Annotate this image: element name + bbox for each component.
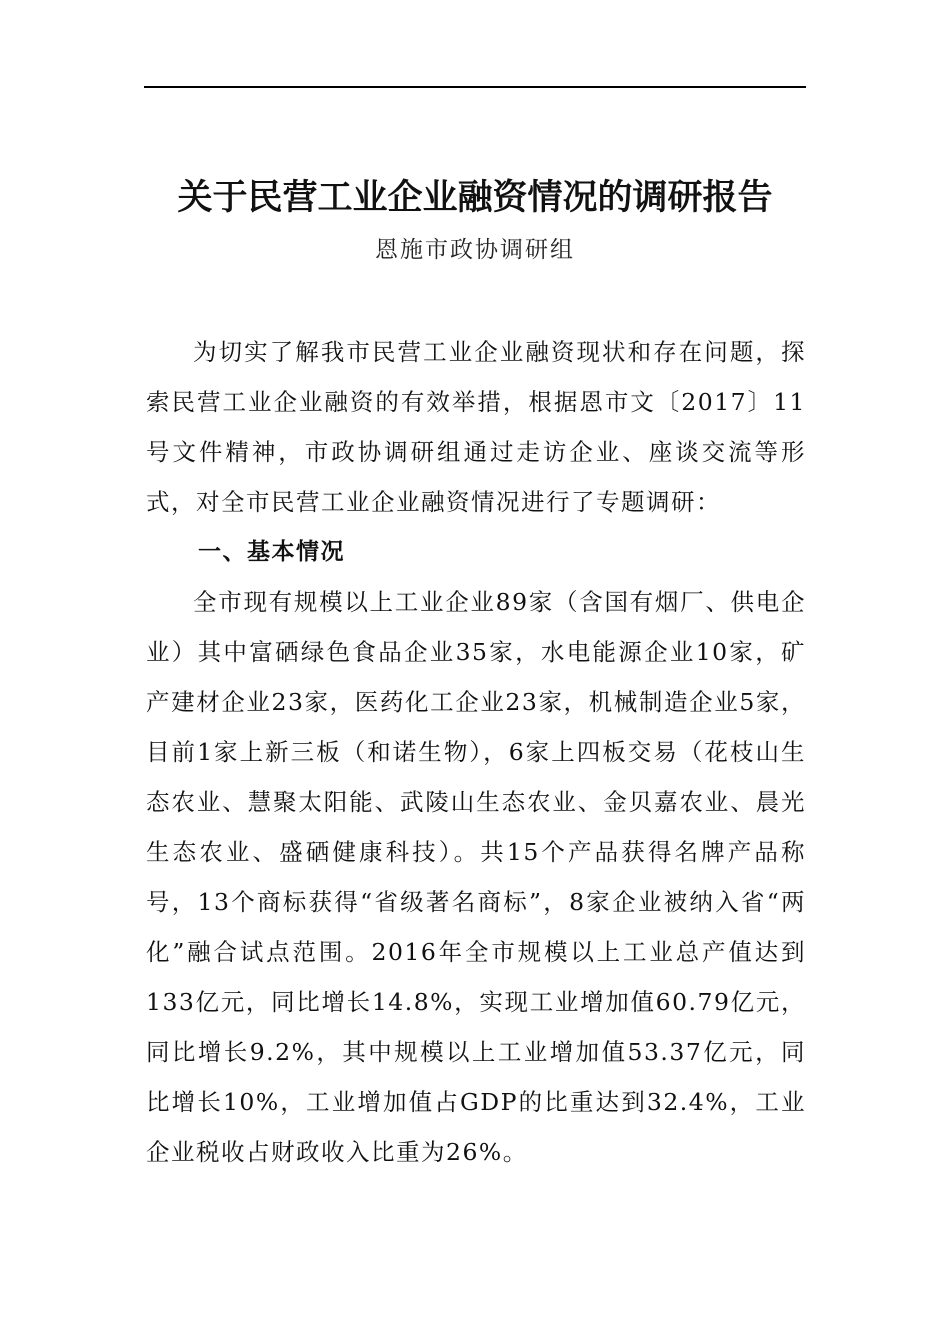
document-title: 关于民营工业企业融资情况的调研报告 [177,177,773,218]
intro-paragraph: 为切实了解我市民营工业企业融资现状和存在问题，探索民营工业企业融资的有效举措，根据恩市文〔2017〕11号文件精神，市政协调研组通过走访企业、座谈交流等形式，对全市民营工业企业融资情况进行了专题调研： [146,338,806,516]
document-author: 恩施市政协调研组 [375,237,575,263]
document-body [146,327,806,1177]
header-rule [144,86,806,88]
section-heading: 一、基本情况 [198,539,345,565]
section-paragraph: 全市现有规模以上工业企业89家（含国有烟厂、供电企业）其中富硒绿色食品企业35家，水电能源企业10家，矿产建材企业23家，医药化工企业23家，机械制造企业5家，目前1家上新三板（和诺生物），6家上四板交易（花枝山生态农业、慧聚太阳能、武陵山生态农业、金贝嘉农业、晨光生态农业、盛硒健康科技）。共15个产品获得名牌产品称号，13个商标获得“省级著名商标”，8家企业被纳入省“两化”融合试点范围。2016年全市规模以上工业总产值达到133亿元，同比增长14.8%，实现工业增加值60.79亿元，同比增长9.2%，其中规模以上工业增加值53.37亿元，同比增长10%，工业增加值占GDP的比重达到32.4%，工业企业税收占财政收入比重为26%。 [146,588,806,1166]
